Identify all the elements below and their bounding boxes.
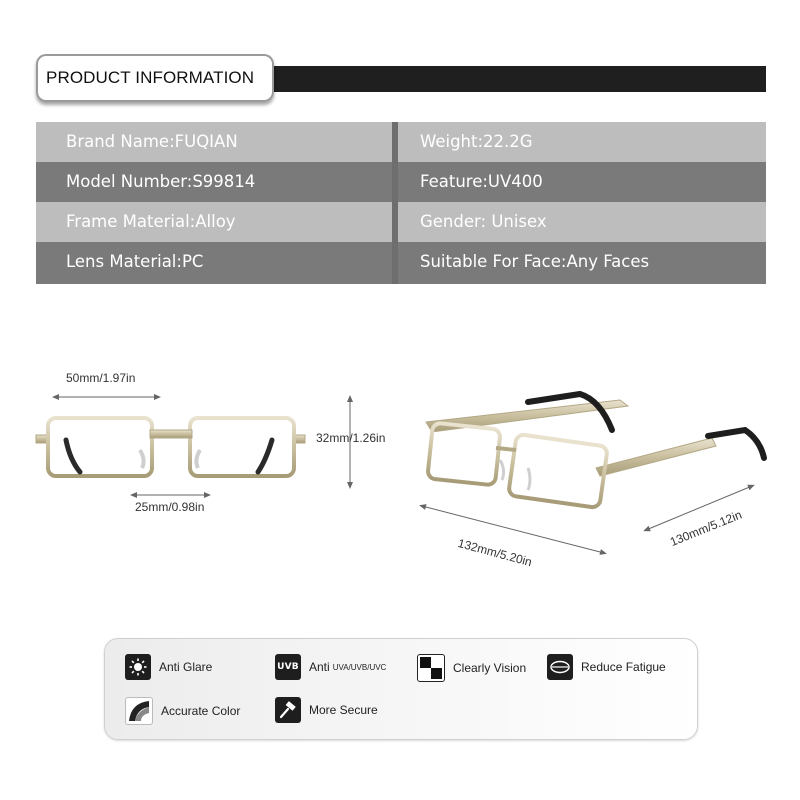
spec-table [36, 122, 766, 284]
feature-reduce-fatigue [547, 654, 666, 680]
spec-feature: Feature:UV400 [398, 162, 766, 202]
feature-accurate-color [125, 697, 240, 725]
header-tab [36, 54, 274, 102]
temple-length-label: 130mm/5.12in [668, 507, 744, 549]
feature-sublabel: UVA/UVB/UVC [332, 662, 387, 672]
uvb-icon: UVB [275, 654, 301, 680]
eye-icon [547, 654, 573, 680]
feature-label: More Secure [309, 703, 378, 717]
feature-label: Clearly Vision [453, 661, 527, 675]
feature-clearly-vision [417, 654, 526, 682]
lens-width-label: 50mm/1.97in [66, 371, 136, 385]
spec-weight: Weight:22.2G [398, 122, 766, 162]
frame-width-label: 132mm/5.20in [456, 536, 534, 570]
feature-anti-glare [125, 654, 212, 680]
spec-frame-material: Frame Material:Alloy [36, 202, 392, 242]
color-swirl-icon [125, 697, 153, 725]
front-view-glasses [36, 418, 305, 476]
lens-height-label: 32mm/1.26in [316, 431, 386, 445]
spec-lens-material: Lens Material:PC [36, 242, 392, 284]
header-bar [270, 66, 766, 92]
spec-brand: Brand Name:FUQIAN [36, 122, 392, 162]
hammer-icon [275, 697, 301, 723]
spec-face: Suitable For Face:Any Faces [398, 242, 766, 284]
dimension-diagram [0, 360, 800, 570]
checker-icon [417, 654, 445, 682]
spec-divider [392, 122, 398, 284]
sun-icon [125, 654, 151, 680]
feature-more-secure [275, 697, 378, 723]
spec-model: Model Number:S99814 [36, 162, 392, 202]
spec-gender: Gender: Unisex [398, 202, 766, 242]
angled-view-glasses [426, 394, 764, 508]
feature-label: Anti Glare [159, 660, 213, 674]
feature-anti-uv [275, 654, 386, 680]
feature-label: Accurate Color [161, 704, 241, 718]
bridge-label: 25mm/0.98in [135, 500, 205, 514]
feature-label: Reduce Fatigue [581, 660, 666, 674]
page-title: PRODUCT INFORMATION [46, 68, 255, 87]
feature-label: Anti [309, 660, 330, 674]
features-panel [104, 638, 698, 740]
